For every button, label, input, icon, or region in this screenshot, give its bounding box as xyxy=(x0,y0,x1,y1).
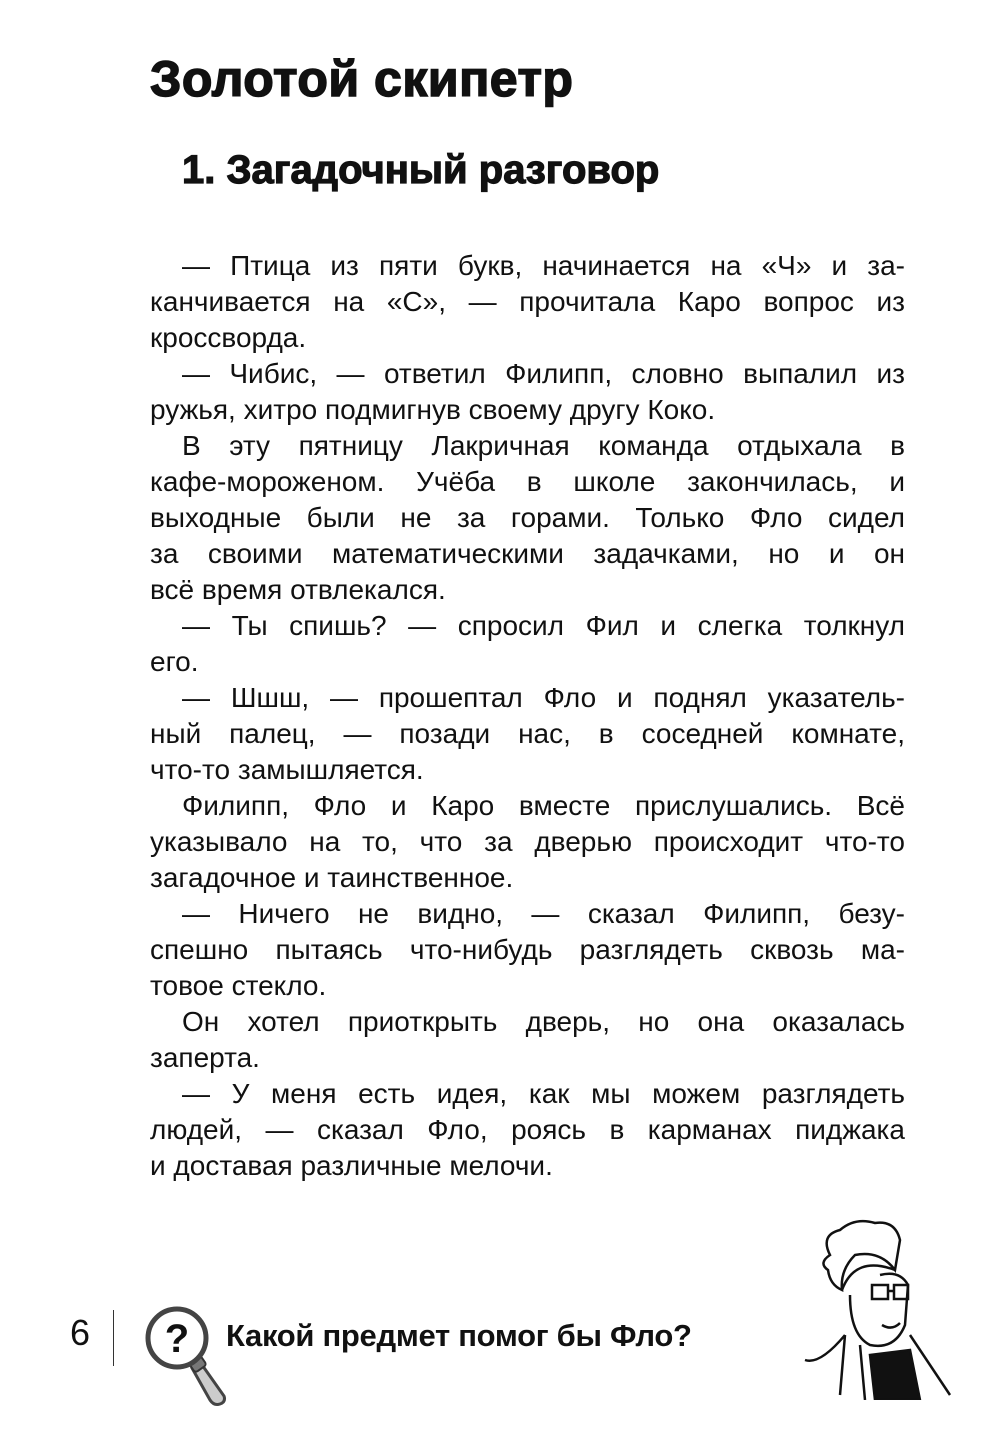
text-line: ный палец, — позади нас, в соседней комнате, xyxy=(150,718,905,749)
page-number: 6 xyxy=(70,1312,91,1353)
text-line: и доставая различные мелочи. xyxy=(150,1150,553,1181)
text-line: заперта. xyxy=(150,1042,260,1073)
text-line: — Ты спишь? — спросил Фил и слегка толкнул xyxy=(182,610,905,641)
text-line: за своими математическими задачками, но и он xyxy=(150,538,905,569)
story-text xyxy=(150,248,905,1184)
text-line: Он хотел приоткрыть дверь, но она оказалась xyxy=(182,1006,905,1037)
text-line: выходные были не за горами. Только Фло сидел xyxy=(150,502,905,533)
text-line: кафе-мороженом. Учёба в школе закончилась, и xyxy=(150,466,905,497)
text-line: его. xyxy=(150,646,199,677)
text-line: — Шшш, — прошептал Фло и поднял указатель- xyxy=(182,682,905,713)
text-line: загадочное и таинственное. xyxy=(150,862,514,893)
text-line: — У меня есть идея, как мы можем разглядеть xyxy=(182,1078,905,1109)
text-line: — Птица из пяти букв, начинается на «Ч» и за- xyxy=(182,250,905,281)
divider xyxy=(113,1310,114,1366)
text-line: канчивается на «С», — прочитала Каро вопрос из xyxy=(150,286,905,317)
book-title: Золотой скипетр xyxy=(150,51,574,107)
text-line: — Ничего не видно, — сказал Филипп, безу- xyxy=(182,898,905,929)
text-line: указывало на то, что за дверью происходит что-то xyxy=(150,826,905,857)
question-mark: ? xyxy=(164,1317,190,1361)
text-line: спешно пытаясь что-нибудь разглядеть сквозь ма- xyxy=(150,934,905,965)
chapter-title: 1. Загадочный разговор xyxy=(182,148,660,192)
text-line: людей, — сказал Фло, роясь в карманах пиджака xyxy=(150,1114,905,1145)
text-line: кроссворда. xyxy=(150,322,307,353)
text-line: — Чибис, — ответил Филипп, словно выпалил из xyxy=(182,358,905,389)
text-line: товое стекло. xyxy=(150,970,327,1001)
text-line: всё время отвлекался. xyxy=(150,574,446,605)
boy-illustration xyxy=(800,1215,960,1400)
text-line: ружья, хитро подмигнув своему другу Коко. xyxy=(150,394,716,425)
magnifier-question-icon xyxy=(142,1300,232,1410)
text-line: что-то замышляется. xyxy=(150,754,424,785)
text-line: В эту пятницу Лакричная команда отдыхала в xyxy=(182,430,905,461)
text-line: Филипп, Фло и Каро вместе прислушались. Всё xyxy=(182,790,905,821)
question-prompt: Какой предмет помог бы Фло? xyxy=(226,1318,692,1353)
